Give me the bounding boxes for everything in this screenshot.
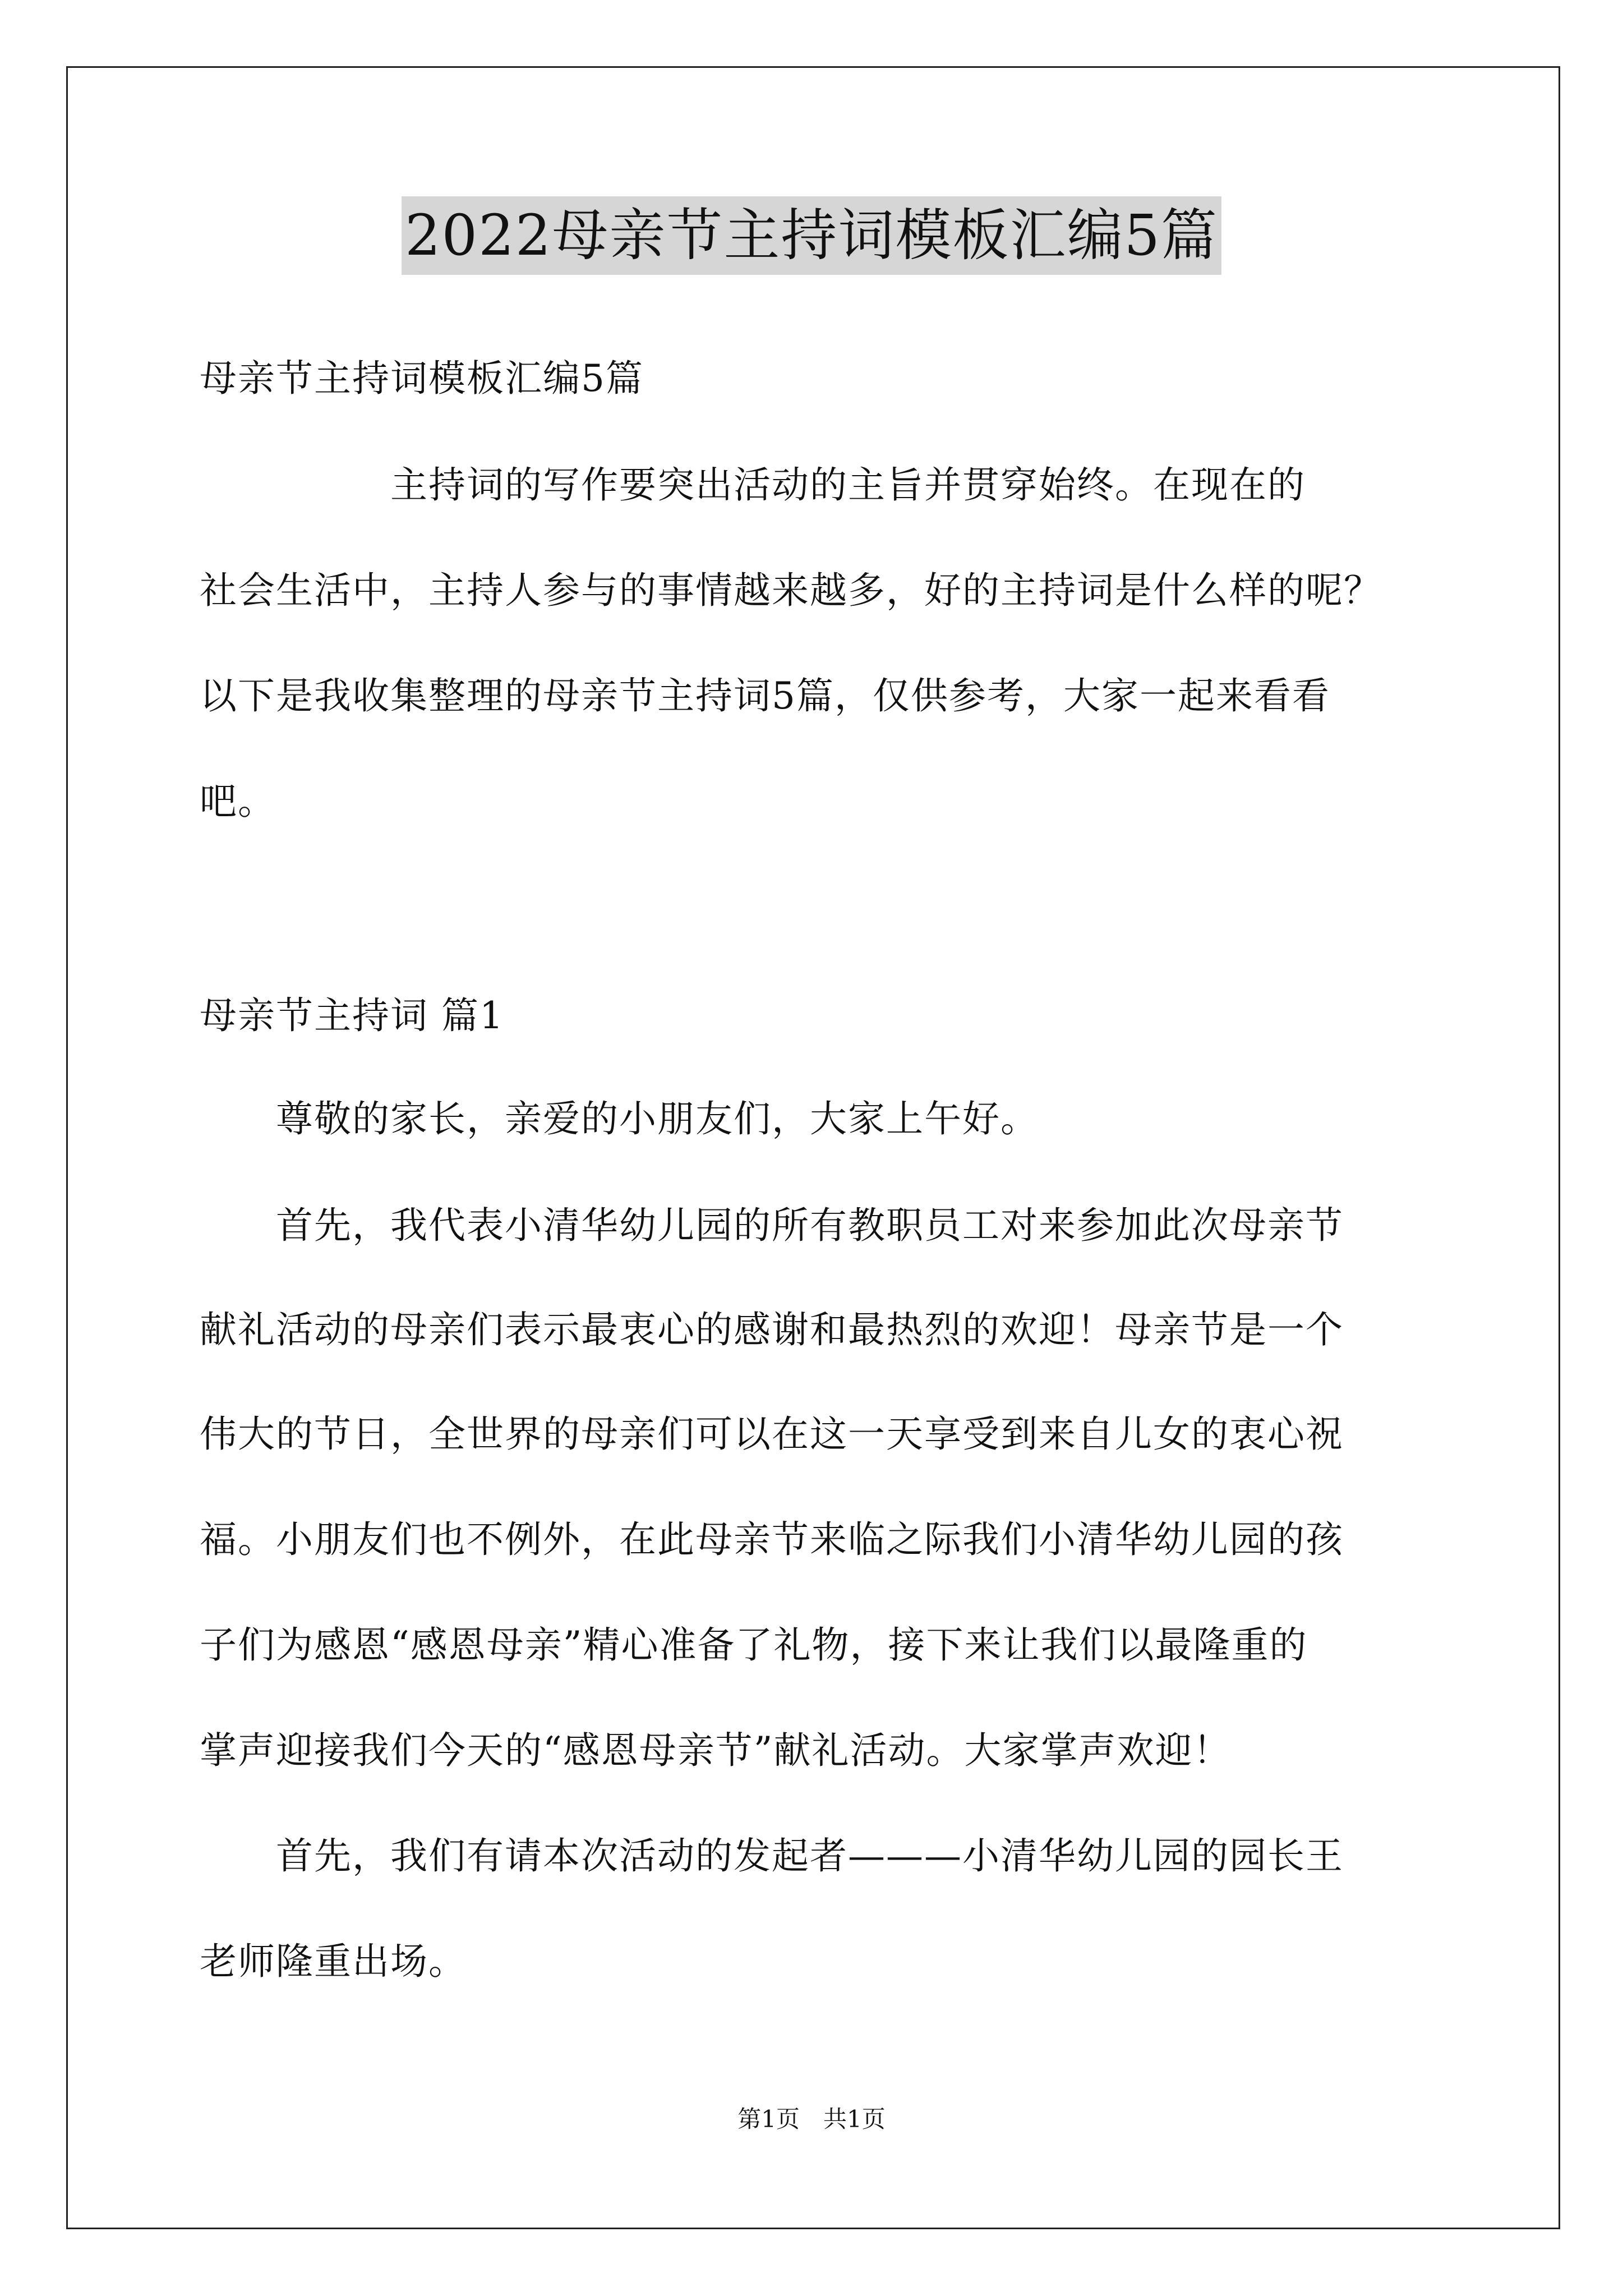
body-line: 首先，我代表小清华幼儿园的所有教职员工对来参加此次母亲节 xyxy=(200,1204,1344,1247)
body-line: 献礼活动的母亲们表示最衷心的感谢和最热烈的欢迎！母亲节是一个 xyxy=(200,1308,1344,1351)
body-line: 子们为感恩“感恩母亲”精心准备了礼物，接下来让我们以最隆重的 xyxy=(200,1623,1308,1667)
title-container xyxy=(0,196,1623,275)
document-subtitle: 母亲节主持词模板汇编5篇 xyxy=(200,357,644,400)
section-heading: 母亲节主持词 篇1 xyxy=(200,994,504,1037)
intro-line: 社会生活中，主持人参与的事情越来越多，好的主持词是什么样的呢？ xyxy=(200,569,1382,612)
intro-line: 吧。 xyxy=(200,780,276,823)
intro-line: 以下是我收集整理的母亲节主持词5篇，仅供参考，大家一起来看看 xyxy=(200,674,1330,717)
body-line: 伟大的节日，全世界的母亲们可以在这一天享受到来自儿女的衷心祝 xyxy=(200,1412,1344,1456)
body-line: 掌声迎接我们今天的“感恩母亲节”献礼活动。大家掌声欢迎！ xyxy=(200,1729,1232,1772)
body-line: 尊敬的家长，亲爱的小朋友们，大家上午好。 xyxy=(200,1097,1039,1140)
page-number-footer: 第1页 共1页 xyxy=(737,2105,886,2133)
body-line: 福。小朋友们也不例外，在此母亲节来临之际我们小清华幼儿园的孩 xyxy=(200,1518,1344,1561)
body-line: 老师隆重出场。 xyxy=(200,1940,467,1983)
intro-line: 主持词的写作要突出活动的主旨并贯穿始终。在现在的 xyxy=(200,463,1306,507)
body-line: 首先，我们有请本次活动的发起者———小清华幼儿园的园长王 xyxy=(200,1834,1344,1878)
document-title: 2022母亲节主持词模板汇编5篇 xyxy=(402,196,1221,275)
